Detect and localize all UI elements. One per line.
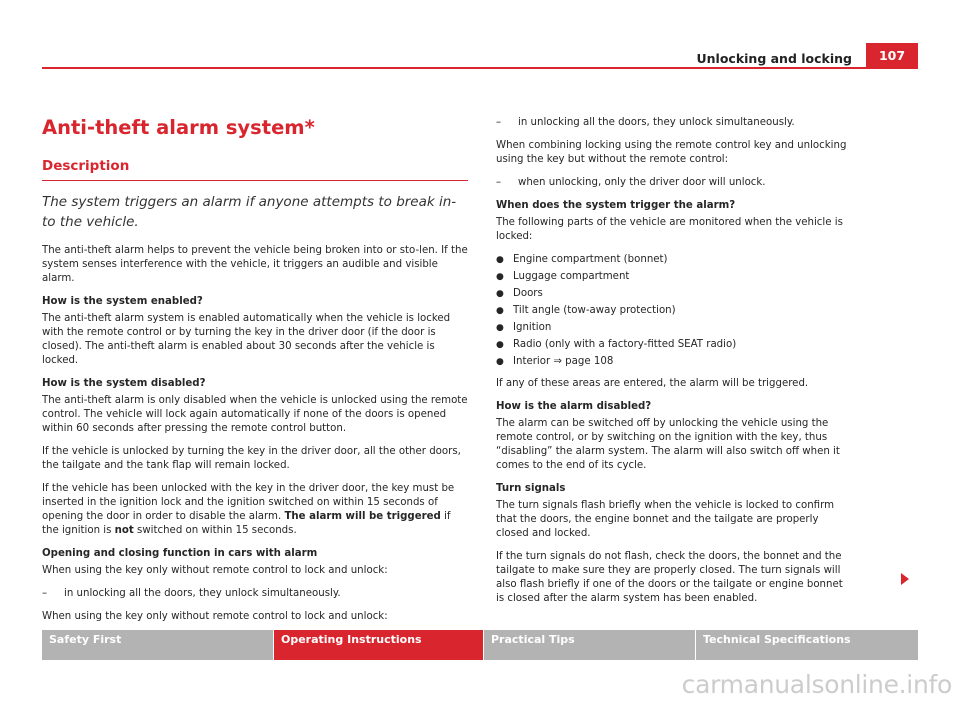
paragraph: When using the key only without remote control to lock and unlock: [42, 565, 388, 576]
list-item [496, 321, 852, 335]
left-column [42, 116, 468, 633]
tab-operating-instructions[interactable]: Operating Instructions [273, 630, 483, 660]
list-item-text: Ignition [513, 322, 552, 333]
paragraph: If the vehicle is unlocked by turning the key in the driver door, all the other doors, the tailgate and the tank flap will remain locked. [42, 446, 461, 471]
bullet-icon: ● [496, 306, 504, 316]
paragraph: The following parts of the vehicle are monitored when the vehicle is locked: [496, 217, 843, 242]
paragraph: The anti-theft alarm system is enabled automatically when the vehicle is locked with the remote control or by turning the key in the driver door (if the door is closed). The anti-theft alarm is enabled about 30 seconds after the vehicle is locked. [42, 313, 451, 366]
watermark: carmanualsonline.info [681, 670, 952, 699]
monitored-parts-list [496, 253, 852, 369]
footer-nav [42, 630, 918, 660]
paragraph-heading: How is the system enabled? [42, 296, 203, 307]
bullet-icon: ● [496, 272, 504, 282]
bullet-icon: ● [496, 323, 504, 333]
bullet-icon: ● [496, 255, 504, 265]
list-item-text: when unlocking, only the driver door will unlock. [518, 177, 766, 188]
paragraph: The alarm can be switched off by unlocking the vehicle using the remote control, or by switching on the ignition with the key, thus “disabling” the alarm system. The alarm will also switch off when it comes to the end of its cycle. [496, 418, 840, 471]
text-run: if the ignition is [42, 511, 451, 536]
page-reference-link[interactable]: Interior ⇒ page 108 [513, 356, 614, 367]
dash-list-item [496, 176, 852, 190]
paragraph-heading: How is the alarm disabled? [496, 401, 652, 412]
bullet-icon: ● [496, 289, 504, 299]
list-item [496, 338, 852, 352]
list-item-text: Tilt angle (tow-away protection) [513, 305, 676, 316]
tab-practical-tips[interactable]: Practical Tips [483, 630, 695, 660]
bullet-icon: ● [496, 357, 504, 367]
dash-marker: – [42, 588, 48, 599]
subsection-title: Description [42, 158, 130, 174]
dash-marker: – [496, 177, 502, 188]
header-divider [42, 67, 918, 69]
continue-arrow-icon [901, 573, 909, 585]
paragraph: The turn signals flash briefly when the vehicle is locked to confirm that the doors, the engine bonnet and the tailgate are properly closed and locked. [496, 500, 835, 539]
paragraph: When combining locking using the remote control key and unlocking using the key but without the remote control: [496, 140, 847, 165]
right-column [496, 116, 852, 615]
page-number-badge: 107 [866, 43, 918, 67]
list-item [496, 253, 852, 267]
paragraph-heading: How is the system disabled? [42, 378, 206, 389]
tab-safety-first[interactable]: Safety First [42, 630, 273, 660]
paragraph-heading: Turn signals [496, 483, 566, 494]
list-item [496, 304, 852, 318]
paragraph: The anti-theft alarm helps to prevent the vehicle being broken into or sto-len. If the system senses interference with the vehicle, it triggers an audible and visible alarm. [42, 245, 468, 284]
list-item-text: Doors [513, 288, 543, 299]
dash-list-item [42, 587, 468, 601]
list-item-text: in unlocking all the doors, they unlock simultaneously. [518, 117, 795, 128]
paragraph: When using the key only without remote control to lock and unlock: [42, 611, 388, 622]
emphasis-text: not [114, 525, 134, 536]
subsection-divider [42, 180, 468, 181]
list-item-text: Engine compartment (bonnet) [513, 254, 668, 265]
intro-text: The system triggers an alarm if anyone attempts to break in-to the vehicle. [42, 194, 457, 230]
dash-list-item [496, 116, 852, 130]
paragraph-heading: When does the system trigger the alarm? [496, 200, 736, 211]
text-run: switched on within 15 seconds. [133, 525, 297, 536]
list-item-text: Luggage compartment [513, 271, 630, 282]
tab-technical-specifications[interactable]: Technical Specifications [695, 630, 918, 660]
paragraph-heading: Opening and closing function in cars with alarm [42, 548, 318, 559]
paragraph [42, 482, 468, 538]
bullet-icon: ● [496, 340, 504, 350]
list-item-text: Radio (only with a factory-fitted SEAT radio) [513, 339, 737, 350]
text-run: If the vehicle has been unlocked with the key in the driver door, the key must be inserted in the ignition lock and the ignition switched on within 15 seconds of opening the door in order to disable the alarm. [42, 483, 455, 522]
list-item [496, 287, 852, 301]
dash-marker: – [496, 117, 502, 128]
paragraph: The anti-theft alarm is only disabled when the vehicle is unlocked using the remote control. The vehicle will lock again automatically if none of the doors is opened within 60 seconds after pressing the remote control button. [42, 395, 468, 434]
emphasis-text: The alarm will be triggered [284, 511, 441, 522]
list-item [496, 355, 852, 369]
paragraph: If the turn signals do not flash, check the doors, the bonnet and the tailgate to make sure they are properly closed. The turn signals will also flash briefly if one of the doors or the tailgate or engine bonnet is closed after the alarm system has been enabled. [496, 551, 843, 604]
list-item [496, 270, 852, 284]
section-title: Anti-theft alarm system* [42, 116, 315, 139]
paragraph: If any of these areas are entered, the alarm will be triggered. [496, 378, 809, 389]
running-header-title: Unlocking and locking [696, 51, 852, 66]
list-item-text: in unlocking all the doors, they unlock simultaneously. [64, 588, 341, 599]
